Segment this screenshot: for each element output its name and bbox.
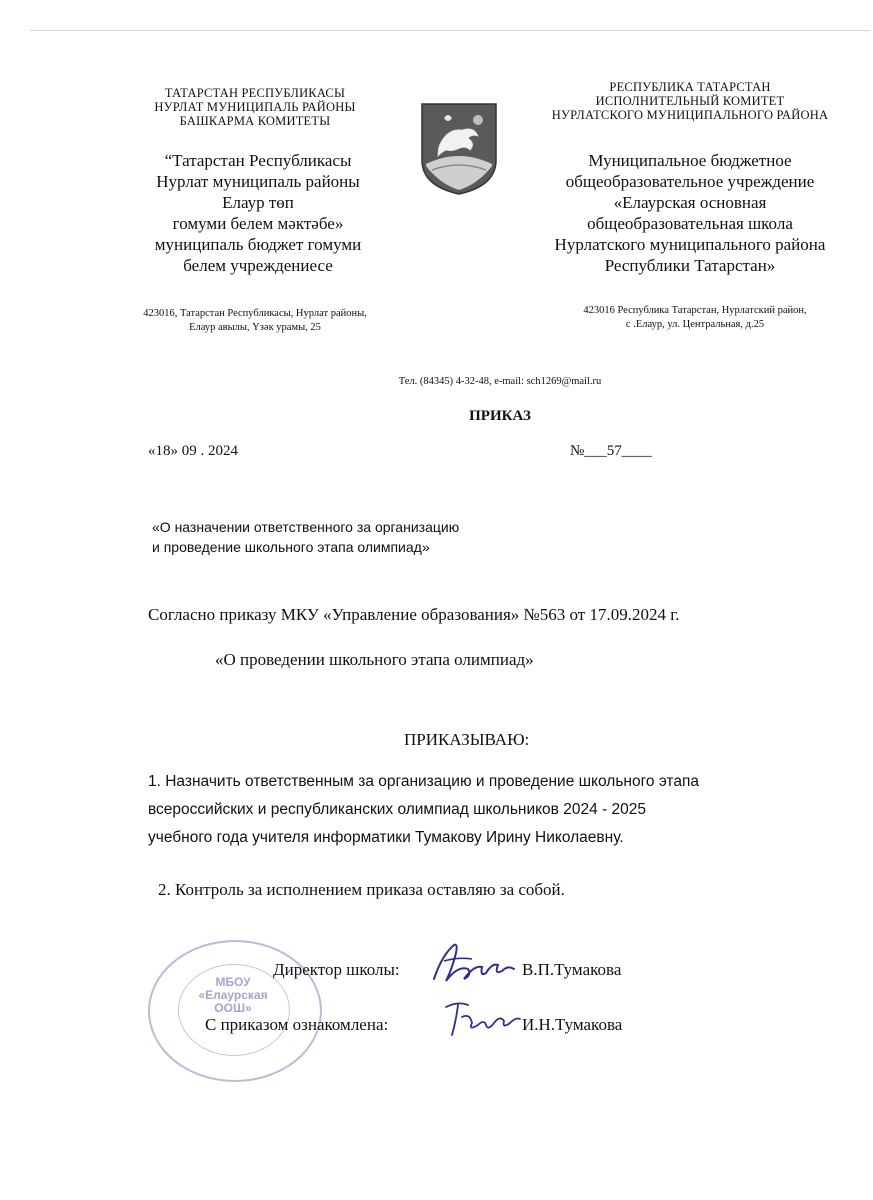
right-header-line: ИСПОЛНИТЕЛЬНЫЙ КОМИТЕТ xyxy=(595,94,785,108)
right-org-line: Муниципальное бюджетное xyxy=(588,151,792,170)
left-org-line: Елаур төп xyxy=(222,193,294,212)
coat-of-arms-emblem xyxy=(418,100,500,196)
right-authority-header xyxy=(520,80,860,122)
document-date: «18» 09 . 2024 xyxy=(148,443,238,459)
stamp-line: ООШ» xyxy=(214,1001,252,1015)
right-address-line: с .Елаур, ул. Центральная, д.25 xyxy=(625,319,765,330)
director-signature xyxy=(428,935,518,990)
order-item-1-line: всероссийских и республиканских олимпиад школьников 2024 - 2025 xyxy=(148,801,646,818)
order-item-1 xyxy=(148,768,699,852)
left-header-line: НУРЛАТ МУНИЦИПАЛЬ РАЙОНЫ xyxy=(154,100,356,114)
left-org-line: гомуми белем мәктәбе» xyxy=(172,214,344,233)
left-org-line: Нурлат муниципаль районы xyxy=(156,172,360,191)
director-name: В.П.Тумакова xyxy=(522,960,622,979)
order-item-1-line: 1. Назначить ответственным за организацию и проведение школьного этапа xyxy=(148,773,699,790)
stamp-line: «Елаурская xyxy=(198,988,268,1002)
order-item-1-line: учебного года учителя информатики Тумакову Ирину Николаевну. xyxy=(148,829,624,846)
left-org-line: белем учреждениесе xyxy=(183,256,333,275)
stamp-line: МБОУ xyxy=(215,975,251,989)
order-item-2: 2. Контроль за исполнением приказа оставляю за собой. xyxy=(158,880,565,899)
left-authority-header xyxy=(95,86,415,128)
contact-line: Тел. (84345) 4-32-48, e-mail: sch1269@mail.ru xyxy=(398,376,602,387)
acquainted-signature xyxy=(438,995,523,1045)
order-subject-line: и проведение школьного этапа олимпиад» xyxy=(152,539,430,555)
left-org-name xyxy=(88,150,428,276)
acquainted-label: С приказом ознакомлена: xyxy=(205,1015,389,1034)
coat-of-arms-icon xyxy=(418,100,500,196)
right-header-line: РЕСПУБЛИКА ТАТАРСТАН xyxy=(609,80,771,94)
order-subject-line: «О назначении ответственного за организацию xyxy=(152,519,460,535)
right-org-line: Республики Татарстан» xyxy=(604,256,776,275)
right-header-line: НУРЛАТСКОГО МУНИЦИПАЛЬНОГО РАЙОНА xyxy=(551,108,829,122)
left-org-line: “Татарстан Республикасы xyxy=(164,151,352,170)
right-org-line: «Елаурская основная xyxy=(613,193,767,212)
right-address-line: 423016 Республика Татарстан, Нурлатский район, xyxy=(583,305,807,316)
stamp-text xyxy=(150,976,316,1015)
signature-icon xyxy=(428,935,518,990)
right-org-line: Нурлатского муниципального района xyxy=(554,235,826,254)
right-org-line: общеобразовательная школа xyxy=(587,214,793,233)
right-org-line: общеобразовательное учреждение xyxy=(565,172,815,191)
signature-icon xyxy=(438,995,523,1045)
left-org-line: муниципаль бюджет гомуми xyxy=(154,235,362,254)
left-address xyxy=(95,307,415,335)
document-number: №___57____ xyxy=(570,443,652,459)
basis-line-title: «О проведении школьного этапа олимпиад» xyxy=(215,650,534,669)
document-title: ПРИКАЗ xyxy=(469,408,531,424)
order-subject xyxy=(152,517,459,557)
left-address-line: Елаур авылы, Үзәк урамы, 25 xyxy=(189,322,321,333)
top-border-line xyxy=(30,30,870,31)
basis-line: Согласно приказу МКУ «Управление образования» №563 от 17.09.2024 г. xyxy=(148,605,680,624)
right-address xyxy=(540,304,850,332)
left-header-line: ТАТАРСТАН РЕСПУБЛИКАСЫ xyxy=(164,86,346,100)
acquainted-name: И.Н.Тумакова xyxy=(522,1015,623,1034)
left-address-line: 423016, Татарстан Республикасы, Нурлат районы, xyxy=(143,308,367,319)
left-header-line: БАШКАРМА КОМИТЕТЫ xyxy=(179,114,331,128)
director-label: Директор школы: xyxy=(273,960,400,979)
right-org-name xyxy=(515,150,865,276)
order-word: ПРИКАЗЫВАЮ: xyxy=(404,730,530,749)
